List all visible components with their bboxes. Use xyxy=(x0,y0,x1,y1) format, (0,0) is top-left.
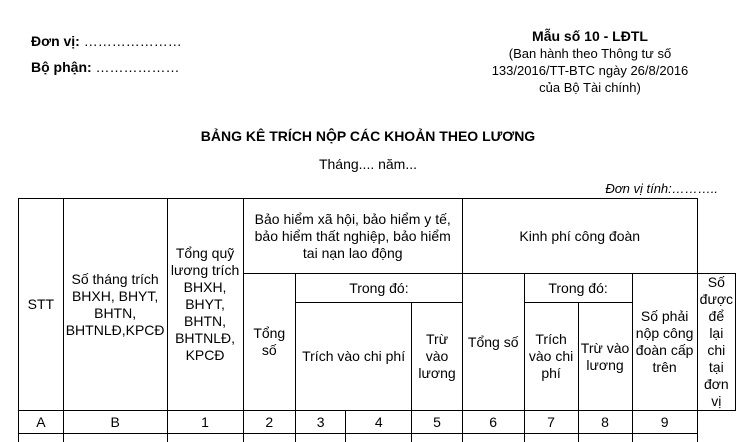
form-number: Mẫu số 10 - LĐTL xyxy=(470,28,710,45)
issued-line-2: 133/2016/TT-BTC ngày 26/8/2016 xyxy=(470,62,710,79)
col-union-group: Kinh phí công đoàn xyxy=(462,199,697,274)
dept-label: Bộ phận: xyxy=(31,59,92,75)
period-line: Tháng.... năm... xyxy=(0,156,736,172)
code-cell: A xyxy=(19,411,64,434)
data-cell xyxy=(412,434,463,442)
code-cell: 7 xyxy=(524,411,578,434)
code-cell: 3 xyxy=(295,411,345,434)
col-total-fund: Tổng quỹ lương trích BHXH, BHYT, BHTN, BHTNLĐ, KPCĐ xyxy=(167,199,243,411)
data-cell xyxy=(243,434,295,442)
dept-dots: ……………… xyxy=(96,59,180,75)
col-uni-retained: Số được để lại chi tại đơn vị xyxy=(697,274,735,411)
col-uni-cost: Trích vào chi phí xyxy=(524,303,578,411)
contribution-table xyxy=(18,198,736,442)
data-cell xyxy=(19,434,64,442)
header-left xyxy=(31,28,182,80)
data-cell xyxy=(63,434,167,442)
col-uni-total: Tổng số xyxy=(462,274,524,411)
document-title: BẢNG KÊ TRÍCH NỘP CÁC KHOẢN THEO LƯƠNG xyxy=(0,128,736,144)
code-cell: 6 xyxy=(462,411,524,434)
col-uni-among: Trong đó: xyxy=(524,274,632,303)
col-stt: STT xyxy=(19,199,64,411)
col-months: Số tháng trích BHXH, BHYT, BHTN, BHTNLĐ,KPCĐ xyxy=(63,199,167,411)
unit-label: Đơn vị: xyxy=(31,33,80,49)
col-uni-salary: Trừ vào lương xyxy=(578,303,632,411)
issued-line-3: của Bộ Tài chính) xyxy=(470,79,710,96)
dept-line xyxy=(31,54,182,80)
col-ins-among: Trong đó: xyxy=(295,274,462,303)
header-right xyxy=(470,28,710,96)
col-ins-cost: Trích vào chi phí xyxy=(295,303,411,411)
code-cell: 2 xyxy=(243,411,295,434)
data-row xyxy=(19,434,736,442)
col-insurance-group: Bảo hiểm xã hội, bảo hiểm y tế, bảo hiểm thất nghiệp, bảo hiểm tai nạn lao động xyxy=(243,199,462,274)
issued-line-1: (Ban hành theo Thông tư số xyxy=(470,45,710,62)
data-cell xyxy=(167,434,243,442)
code-cell: 4 xyxy=(346,411,412,434)
data-cell xyxy=(462,434,524,442)
col-uni-payable: Số phải nộp công đoàn cấp trên xyxy=(632,274,697,411)
code-cell: 9 xyxy=(632,411,697,434)
unit-dots: ………………… xyxy=(84,33,182,49)
code-cell: 1 xyxy=(167,411,243,434)
data-cell xyxy=(632,434,697,442)
code-cell: 5 xyxy=(412,411,463,434)
data-cell xyxy=(578,434,632,442)
data-cell xyxy=(295,434,345,442)
code-row xyxy=(19,411,736,434)
code-cell: B xyxy=(63,411,167,434)
data-cell xyxy=(346,434,412,442)
col-ins-salary: Trừ vào lương xyxy=(412,303,463,411)
col-ins-total: Tổng số xyxy=(243,274,295,411)
code-cell: 8 xyxy=(578,411,632,434)
data-cell xyxy=(524,434,578,442)
unit-line xyxy=(31,28,182,54)
unit-note: Đơn vị tính:……….. xyxy=(605,181,718,196)
